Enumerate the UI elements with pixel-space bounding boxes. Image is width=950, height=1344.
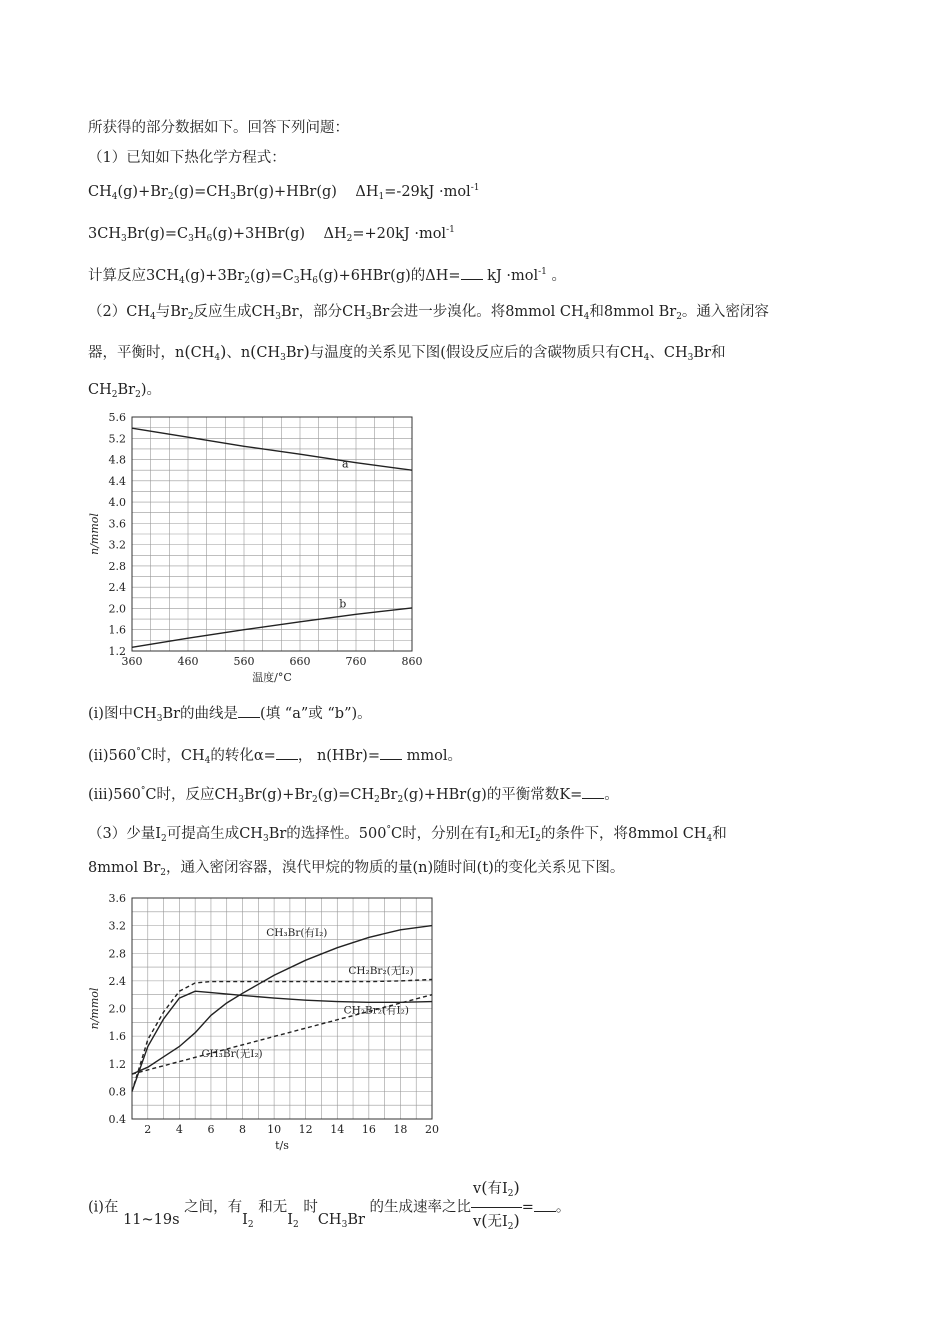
- y-tick-label: 4.4: [108, 474, 126, 488]
- answer-blank[interactable]: [582, 784, 604, 799]
- q2-i: (i)图中$CH_3Br$的曲线是 (填 “a”或 “b”)。: [88, 703, 372, 729]
- x-tick-label: 8: [239, 1123, 247, 1136]
- y-tick-label: 2.0: [108, 602, 126, 616]
- y-tick-label: 2.4: [108, 581, 126, 595]
- x-tick-label: 660: [289, 655, 311, 668]
- chart-temperature-svg: [80, 405, 440, 690]
- answer-blank[interactable]: [238, 703, 260, 718]
- x-axis-label: 温度/°C: [252, 671, 292, 684]
- y-tick-label: 5.6: [108, 411, 126, 424]
- x-tick-label: 4: [175, 1123, 183, 1136]
- intro-text: 所获得的部分数据如下。回答下列问题：: [88, 120, 349, 136]
- x-tick-label: 860: [401, 655, 423, 668]
- chart-temperature: [80, 405, 440, 690]
- x-tick-label: 10: [267, 1123, 282, 1136]
- q3-line-1: （3）少量$I_2$可提高生成$CH_3Br$的选择性。500°C时，分别在有$I_2$和无$I_2$的条件下，将8mmol $CH_4$和: [88, 825, 727, 844]
- q2-line-1: $(2)CH_4$与$Br_2$反应生成$CH_3Br$，部分$CH_3Br$会进一步溴化。将8mmol $CH_4$和8mmol $Br_2$。通入密闭容: [88, 304, 769, 322]
- q2-line-2: 器，平衡时，$n(CH_4)$、$n(CH_3Br)$与温度的关系见下图(假设反应后的含碳物质只有$CH_4$、$CH_3Br$和: [88, 342, 726, 363]
- x-tick-label: 12: [298, 1123, 313, 1136]
- x-tick-label: 16: [361, 1123, 376, 1136]
- y-tick-label: 1.2: [108, 1057, 126, 1071]
- rate-ratio-fraction: $\frac{v(有I_2)}{v(无I_2)}$: [471, 1175, 522, 1240]
- q2-iii: (iii)560°C时，反应$CH_3Br(g)+Br_2(g)=CH_2Br_2(g)+HBr(g)$的平衡常数K= 。: [88, 786, 619, 805]
- y-axis-label: n/mmol: [88, 987, 101, 1030]
- q2-ii: (ii)560°C时，$CH_4$的转化α= ， n(HBr)= mmol。: [88, 747, 462, 766]
- y-tick-label: 2.8: [108, 947, 126, 961]
- x-tick-label: 18: [393, 1123, 408, 1136]
- y-tick-label: 3.6: [108, 892, 126, 905]
- x-tick-label: 760: [345, 655, 367, 668]
- y-tick-label: 0.8: [108, 1085, 126, 1099]
- y-tick-label: 5.2: [108, 432, 126, 446]
- y-tick-label: 1.6: [108, 1030, 126, 1044]
- series-label: CH₃Br(无I₂): [201, 1047, 263, 1060]
- x-axis-label: t/s: [275, 1139, 289, 1152]
- equation-1: $CH_4(g)+Br_2(g)=CH_3Br(g)+HBr(g)$ $\Delta H_1=-29kJ \cdot mol^{-1}$: [88, 183, 480, 202]
- y-tick-label: 3.6: [108, 517, 126, 531]
- y-tick-label: 2.4: [108, 974, 126, 988]
- series-line: [132, 980, 432, 1092]
- series-line: [132, 608, 412, 647]
- y-tick-label: 1.2: [108, 645, 126, 658]
- q3-i: (i)在 11~19s 之间，有$I_2$ 和无$I_2$ 时$CH_3Br$ 的生成速率之比 $\frac{v(有I_2)}{v(无I_2)}$ = 。: [88, 1175, 570, 1240]
- x-tick-label: 14: [330, 1123, 345, 1136]
- answer-blank[interactable]: [461, 265, 483, 280]
- y-axis-label: n/mmol: [88, 513, 101, 555]
- series-label: CH₂Br₂(无I₂): [348, 964, 414, 977]
- chart-time: [80, 886, 450, 1161]
- x-tick-label: 460: [177, 655, 199, 668]
- q3-line-2: 8mmol $Br_2$，通入密闭容器，溴代甲烷的物质的量(n)随时间(t)的变化关系见下图。: [88, 860, 625, 878]
- y-tick-label: 2.0: [108, 1002, 126, 1016]
- x-tick-label: 6: [207, 1123, 215, 1136]
- calc-question: 计算反应$3CH_4(g)+3Br_2(g)=C_3H_6(g)+6HBr(g)$的ΔH= kJ ·mol$^{-1}$ 。: [88, 267, 566, 286]
- y-tick-label: 0.4: [108, 1113, 126, 1126]
- series-label: CH₂Br₂(有I₂): [343, 1004, 409, 1017]
- series-line: [132, 926, 432, 1075]
- y-tick-label: 1.6: [108, 623, 126, 637]
- x-tick-label: 360: [121, 655, 143, 668]
- q2-line-3: $CH_2Br_2$)。: [88, 382, 161, 400]
- y-tick-label: 3.2: [108, 919, 126, 933]
- series-label: b: [339, 597, 347, 611]
- answer-blank[interactable]: [276, 745, 298, 760]
- y-tick-label: 2.8: [108, 559, 126, 573]
- y-tick-label: 4.0: [108, 496, 126, 510]
- x-tick-label: 20: [425, 1123, 439, 1136]
- series-label: a: [342, 457, 349, 471]
- x-tick-label: 560: [233, 655, 255, 668]
- answer-blank[interactable]: [534, 1197, 556, 1212]
- x-tick-label: 2: [144, 1123, 152, 1136]
- y-tick-label: 4.8: [108, 453, 126, 467]
- y-tick-label: 3.2: [108, 538, 126, 552]
- answer-blank[interactable]: [380, 745, 402, 760]
- equation-2: $3CH_3Br(g)=C_3H_6(g)+3HBr(g)$ $\Delta H_2=+20kJ \cdot mol^{-1}$: [88, 225, 455, 244]
- series-label: CH₃Br(有I₂): [266, 926, 328, 939]
- chart-time-svg: [80, 886, 450, 1161]
- q1-label: （1）已知如下热化学方程式：: [88, 150, 286, 166]
